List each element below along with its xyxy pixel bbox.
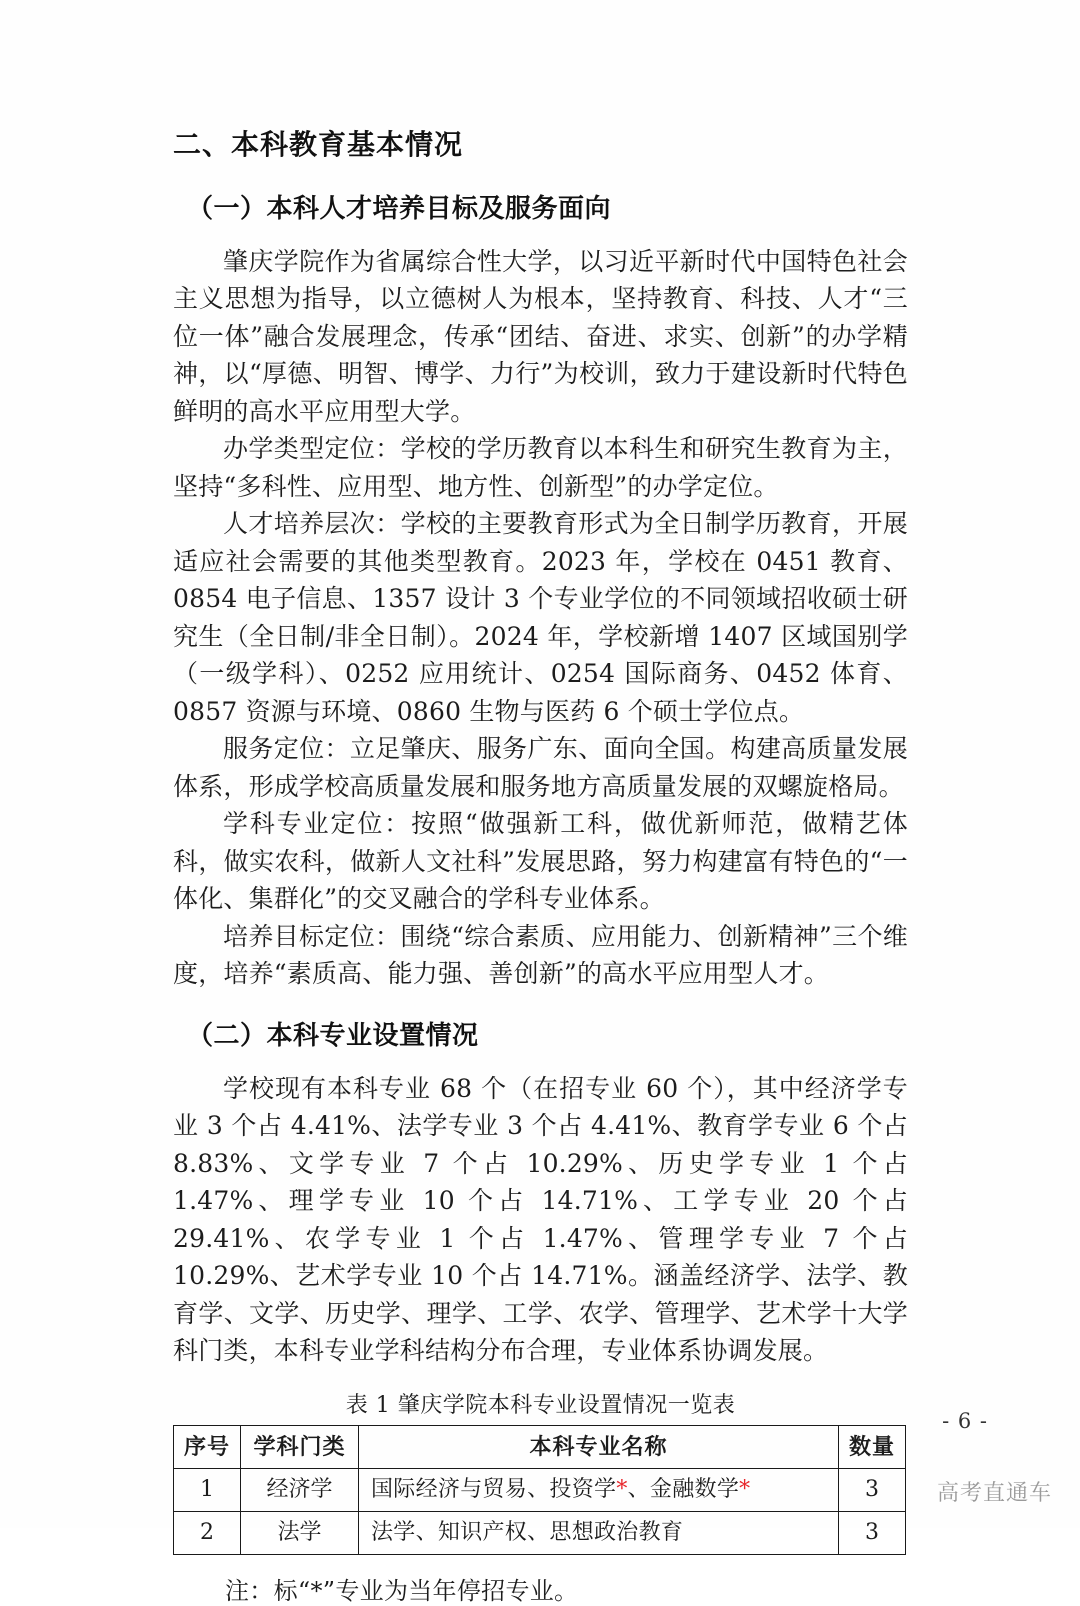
paragraph-service-positioning: 服务定位：立足肇庆、服务广东、面向全国。构建高质量发展体系，形成学校高质量发展和服务地方高质量发展的双螺旋格局。 bbox=[173, 734, 908, 801]
table-header-no: 序号 bbox=[174, 1425, 241, 1468]
paragraph-talent-training-levels: 人才培养层次：学校的主要教育形式为全日制学历教育，开展适应社会需要的其他类型教育。2023 年，学校在 0451 教育、0854 电子信息、1357 设计 3 个专业学位的不同领域招收硕士研究生（全日制/非全日制）。2024 年，学校新增 1407 区域国别学（一级学科）、0252 应用统计、0254 国际商务、0452 体育、0857 资源与环境、0860 生物与医药 6 个硕士学位点。 bbox=[173, 509, 908, 726]
paragraph-major-statistics: 学校现有本科专业 68 个（在招专业 60 个），其中经济学专业 3 个占 4.41%、法学专业 3 个占 4.41%、教育学专业 6 个占 8.83%、文学专业 7 个占 10.29%、历史学专业 1 个占 1.47%、理学专业 10 个占 14.71%、工学专业 20 个占 29.41%、农学专业 1 个占 1.47%、管理学专业 7 个占 10.29%、艺术学专业 10 个占 14.71%。涵盖经济学、法学、教育学、文学、历史学、理学、工学、农学、管理学、艺术学十大学科门类，本科专业学科结构分布合理，专业体系协调发展。 bbox=[173, 1073, 908, 1366]
majors-table-body bbox=[174, 1468, 906, 1554]
paragraph-discipline-positioning: 学科专业定位：按照“做强新工科，做优新师范，做精艺体科，做实农科，做新人文社科”发展思路，努力构建富有特色的“一体化、集群化”的交叉融合的学科专业体系。 bbox=[173, 809, 908, 914]
suspended-major-asterisk: * bbox=[616, 1476, 628, 1502]
suspended-major-asterisk: * bbox=[739, 1476, 751, 1502]
majors-table bbox=[173, 1425, 906, 1555]
paragraph-intro: 肇庆学院作为省属综合性大学，以习近平新时代中国特色社会主义思想为指导，以立德树人为根本，坚持教育、科技、人才“三位一体”融合发展理念，传承“团结、奋进、求实、创新”的办学精神，以“厚德、明智、博学、力行”为校训，致力于建设新时代特色鲜明的高水平应用型大学。 bbox=[173, 246, 908, 426]
table-header-category: 学科门类 bbox=[241, 1425, 359, 1468]
paragraph-school-type-positioning: 办学类型定位：学校的学历教育以本科生和研究生教育为主，坚持“多科性、应用型、地方性、创新型”的办学定位。 bbox=[173, 434, 908, 501]
heading-subsection-1: （一）本科人才培养目标及服务面向 bbox=[187, 193, 612, 224]
watermark: 高考直通车 bbox=[936, 1481, 1052, 1506]
table-row bbox=[174, 1468, 906, 1511]
cell-major-name: 国际经济与贸易、投资学*、金融数学* bbox=[359, 1468, 839, 1511]
table-header-quantity: 数量 bbox=[839, 1425, 906, 1468]
table-row bbox=[174, 1511, 906, 1554]
cell-quantity: 3 bbox=[839, 1468, 906, 1511]
cell-major-name: 法学、知识产权、思想政治教育 bbox=[359, 1511, 839, 1554]
cell-category: 经济学 bbox=[241, 1468, 359, 1511]
table-note: 注：标“*”专业为当年停招专业。 bbox=[225, 1576, 579, 1605]
heading-subsection-2: （二）本科专业设置情况 bbox=[187, 1020, 479, 1051]
cell-no: 2 bbox=[174, 1511, 241, 1554]
table-caption: 表 1 肇庆学院本科专业设置情况一览表 bbox=[345, 1392, 736, 1418]
page-content bbox=[173, 126, 908, 1606]
table-header-row bbox=[174, 1425, 906, 1468]
paragraph-training-goal-positioning: 培养目标定位：围绕“综合素质、应用能力、创新精神”三个维度，培养“素质高、能力强、善创新”的高水平应用型人才。 bbox=[173, 921, 908, 989]
table-header-major-name: 本科专业名称 bbox=[359, 1425, 839, 1468]
page-number: - 6 - bbox=[942, 1409, 988, 1433]
page-title: 二、本科教育基本情况 bbox=[173, 128, 464, 161]
cell-quantity: 3 bbox=[839, 1511, 906, 1554]
cell-category: 法学 bbox=[241, 1511, 359, 1554]
cell-no: 1 bbox=[174, 1468, 241, 1511]
